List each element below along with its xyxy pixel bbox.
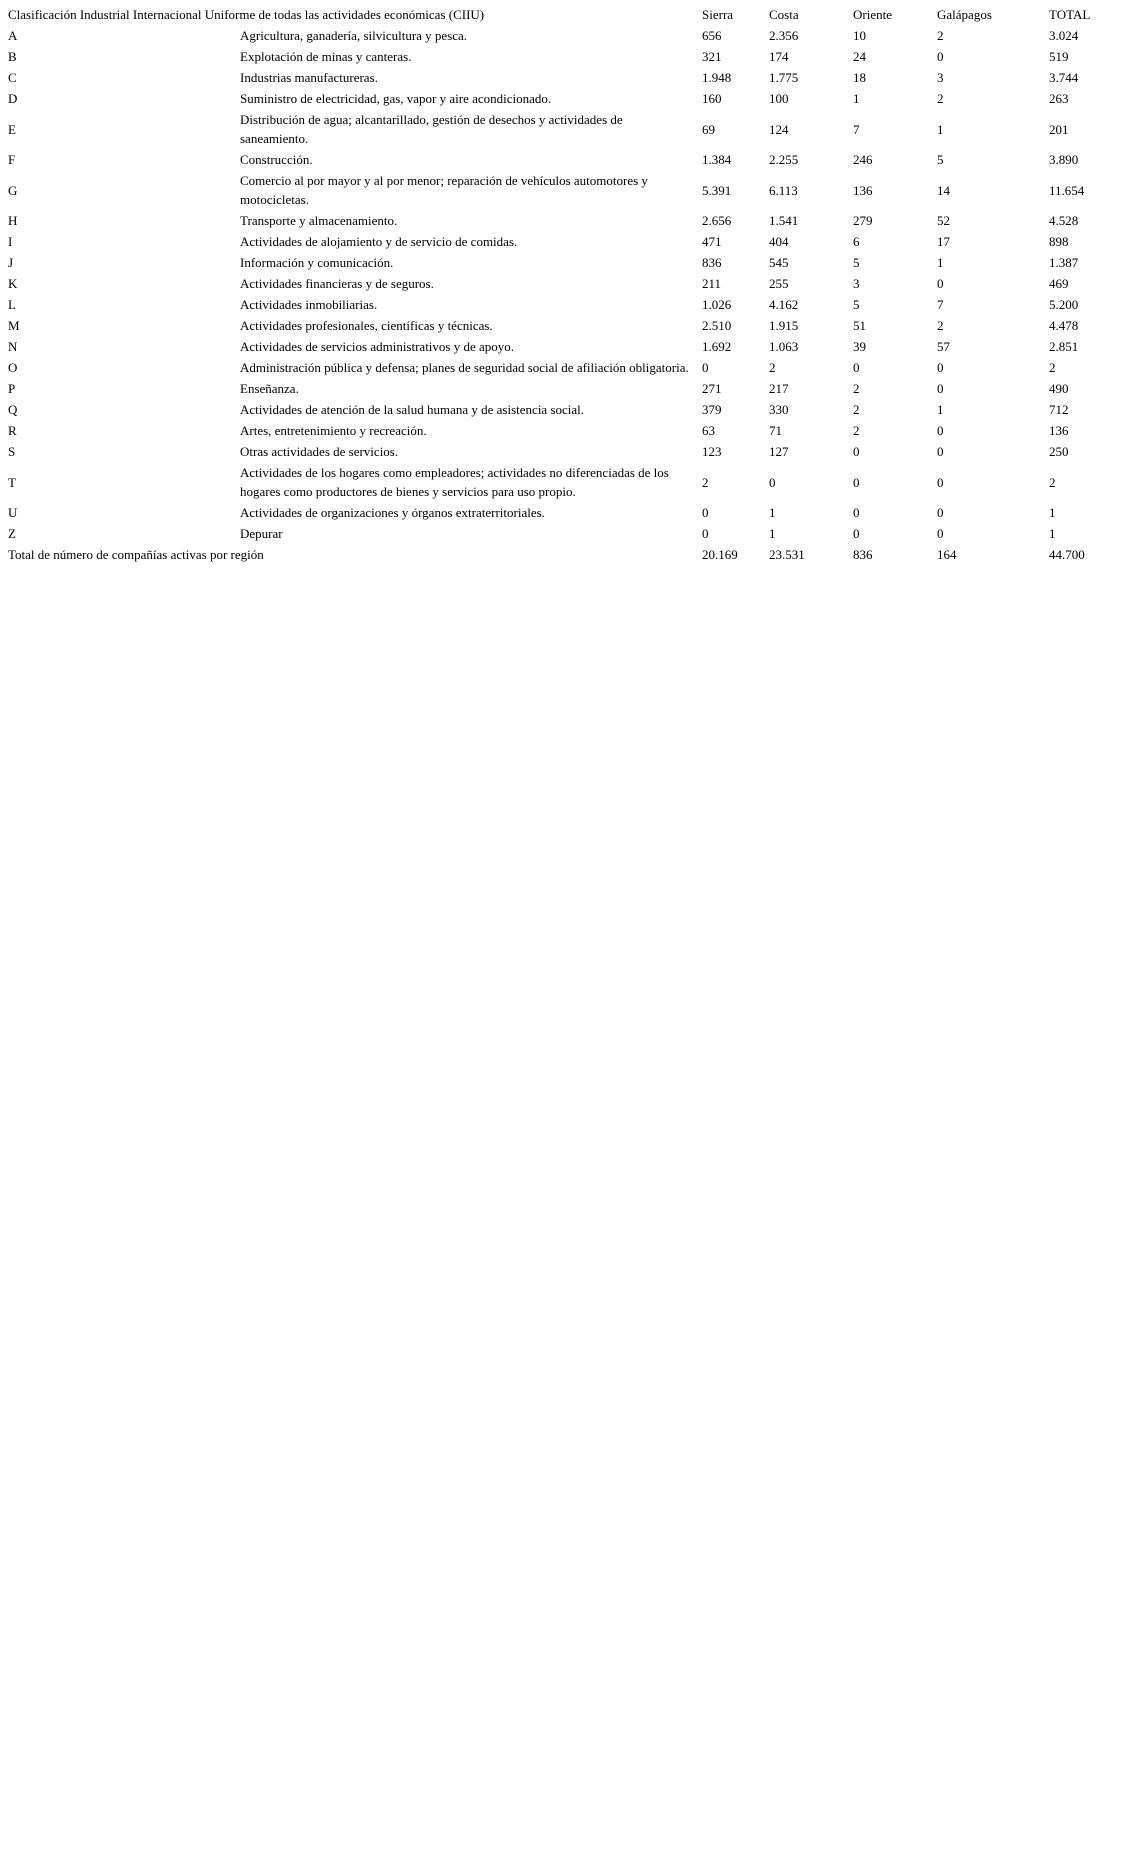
row-oriente: 0 (853, 360, 860, 375)
row-costa: 1.915 (769, 318, 799, 333)
row-code: L (8, 297, 16, 312)
row-description: Actividades inmobiliarias. (240, 297, 378, 312)
table-row (6, 462, 1136, 502)
row-total: 469 (1049, 276, 1069, 291)
row-galapagos: 7 (937, 297, 944, 312)
table-row (6, 149, 1136, 170)
row-oriente: 2 (853, 423, 860, 438)
row-description: Enseñanza. (240, 381, 299, 396)
row-code: D (8, 91, 18, 106)
row-costa: 255 (769, 276, 789, 291)
row-oriente: 3 (853, 276, 860, 291)
row-costa: 545 (769, 255, 789, 270)
row-code: P (8, 381, 16, 396)
row-code: M (8, 318, 20, 333)
row-sierra: 379 (702, 402, 722, 417)
row-code: R (8, 423, 17, 438)
row-costa: 127 (769, 444, 789, 459)
total-costa: 23.531 (769, 547, 805, 562)
row-description: Actividades financieras y de seguros. (240, 276, 434, 291)
row-costa: 4.162 (769, 297, 799, 312)
row-sierra: 0 (702, 360, 709, 375)
row-costa: 404 (769, 234, 789, 249)
row-costa: 71 (769, 423, 783, 438)
row-code: C (8, 70, 17, 85)
row-oriente: 24 (853, 49, 867, 64)
row-galapagos: 2 (937, 28, 944, 43)
row-costa: 1.775 (769, 70, 799, 85)
row-code: B (8, 49, 17, 64)
row-sierra: 5.391 (702, 182, 732, 198)
row-total: 136 (1049, 423, 1069, 438)
row-code: F (8, 152, 16, 167)
row-sierra: 656 (702, 28, 722, 43)
total-oriente: 836 (853, 547, 873, 562)
row-total: 3.024 (1049, 28, 1079, 43)
row-description: Actividades de servicios administrativos y de apoyo. (240, 339, 515, 354)
row-total: 4.528 (1049, 213, 1079, 228)
header-classification: Clasificación Industrial Internacional Uniforme de todas las actividades económicas (CIIU) (8, 7, 485, 22)
row-galapagos: 0 (937, 423, 944, 438)
table-row (6, 46, 1136, 67)
row-galapagos: 0 (937, 444, 944, 459)
row-oriente: 246 (853, 152, 873, 167)
row-total: 2.851 (1049, 339, 1079, 354)
total-galapagos: 164 (937, 547, 957, 562)
row-total: 3.744 (1049, 70, 1079, 85)
row-code: G (8, 182, 18, 198)
row-galapagos: 2 (937, 91, 944, 106)
row-description: Explotación de minas y canteras. (240, 49, 412, 64)
row-galapagos: 14 (937, 182, 951, 198)
row-costa: 1 (769, 505, 776, 520)
table-row (6, 231, 1136, 252)
row-oriente: 5 (853, 297, 860, 312)
table-row (6, 523, 1136, 544)
row-galapagos: 0 (937, 381, 944, 396)
row-code: H (8, 213, 18, 228)
row-description: Distribución de agua; alcantarillado, gestión de desechos y actividades de saneamiento. (240, 112, 623, 146)
row-costa: 330 (769, 402, 789, 417)
table-row (6, 315, 1136, 336)
row-costa: 217 (769, 381, 789, 396)
row-galapagos: 1 (937, 255, 944, 270)
table-row (6, 88, 1136, 109)
row-sierra: 2 (702, 474, 709, 490)
row-description: Comercio al por mayor y al por menor; reparación de vehículos automotores y motocicletas. (240, 173, 648, 207)
row-description: Agricultura, ganadería, silvicultura y pesca. (240, 28, 468, 43)
row-galapagos: 2 (937, 318, 944, 333)
table-row (6, 170, 1136, 210)
row-sierra: 2.656 (702, 213, 732, 228)
row-costa: 100 (769, 91, 789, 106)
table-row (6, 357, 1136, 378)
row-sierra: 160 (702, 91, 722, 106)
row-galapagos: 1 (937, 121, 944, 137)
row-sierra: 321 (702, 49, 722, 64)
row-description: Actividades de alojamiento y de servicio de comidas. (240, 234, 518, 249)
row-oriente: 18 (853, 70, 867, 85)
row-oriente: 2 (853, 381, 860, 396)
row-description: Industrias manufactureras. (240, 70, 378, 85)
table-row (6, 502, 1136, 523)
table-row (6, 25, 1136, 46)
table-total-row (6, 544, 1136, 565)
row-code: J (8, 255, 14, 270)
row-description: Información y comunicación. (240, 255, 394, 270)
row-costa: 124 (769, 121, 789, 137)
row-description: Actividades profesionales, científicas y técnicas. (240, 318, 493, 333)
row-description: Otras actividades de servicios. (240, 444, 399, 459)
row-oriente: 136 (853, 182, 873, 198)
total-sierra: 20.169 (702, 547, 738, 562)
row-total: 898 (1049, 234, 1069, 249)
row-code: I (8, 234, 13, 249)
row-sierra: 0 (702, 526, 709, 541)
row-costa: 2 (769, 360, 776, 375)
table-row (6, 378, 1136, 399)
row-sierra: 63 (702, 423, 716, 438)
row-galapagos: 52 (937, 213, 951, 228)
row-description: Suministro de electricidad, gas, vapor y aire acondicionado. (240, 91, 552, 106)
row-oriente: 51 (853, 318, 867, 333)
table-row (6, 336, 1136, 357)
row-description: Actividades de los hogares como empleadores; actividades no diferenciadas de los hogares como productores de bienes y servicios para uso propio. (240, 465, 669, 499)
row-code: U (8, 505, 18, 520)
row-total: 263 (1049, 91, 1069, 106)
row-costa: 0 (769, 474, 776, 490)
companies-by-region-table (6, 4, 1136, 565)
table-row (6, 399, 1136, 420)
row-total: 490 (1049, 381, 1069, 396)
row-galapagos: 0 (937, 474, 944, 490)
row-code: E (8, 121, 16, 137)
row-galapagos: 0 (937, 526, 944, 541)
row-costa: 1.541 (769, 213, 799, 228)
row-sierra: 211 (702, 276, 722, 291)
row-code: O (8, 360, 18, 375)
row-galapagos: 1 (937, 402, 944, 417)
table-body (6, 25, 1136, 544)
row-total: 1 (1049, 526, 1056, 541)
row-sierra: 1.948 (702, 70, 732, 85)
row-description: Artes, entretenimiento y recreación. (240, 423, 427, 438)
row-code: A (8, 28, 18, 43)
table-row (6, 273, 1136, 294)
row-galapagos: 0 (937, 360, 944, 375)
row-total: 2 (1049, 474, 1056, 490)
row-sierra: 271 (702, 381, 722, 396)
row-galapagos: 57 (937, 339, 951, 354)
row-total: 5.200 (1049, 297, 1079, 312)
row-code: S (8, 444, 16, 459)
row-costa: 174 (769, 49, 789, 64)
row-galapagos: 5 (937, 152, 944, 167)
row-sierra: 1.384 (702, 152, 732, 167)
row-oriente: 0 (853, 444, 860, 459)
row-oriente: 5 (853, 255, 860, 270)
row-sierra: 69 (702, 121, 716, 137)
row-oriente: 2 (853, 402, 860, 417)
row-total: 712 (1049, 402, 1069, 417)
row-costa: 2.255 (769, 152, 799, 167)
row-total: 2 (1049, 360, 1056, 375)
row-costa: 1 (769, 526, 776, 541)
row-oriente: 1 (853, 91, 860, 106)
row-galapagos: 3 (937, 70, 944, 85)
row-description: Actividades de atención de la salud humana y de asistencia social. (240, 402, 585, 417)
row-description: Administración pública y defensa; planes de seguridad social de afiliación obligatoria. (240, 360, 689, 375)
total-total: 44.700 (1049, 547, 1085, 562)
row-total: 1 (1049, 505, 1056, 520)
row-description: Actividades de organizaciones y órganos extraterritoriales. (240, 505, 545, 520)
row-oriente: 279 (853, 213, 873, 228)
row-galapagos: 17 (937, 234, 951, 249)
table-row (6, 67, 1136, 88)
row-code: N (8, 339, 18, 354)
total-row-label: Total de número de compañías activas por región (8, 547, 264, 562)
header-oriente: Oriente (853, 7, 892, 22)
header-total: TOTAL (1049, 7, 1091, 22)
header-sierra: Sierra (702, 7, 734, 22)
row-description: Depurar (240, 526, 283, 541)
row-sierra: 836 (702, 255, 722, 270)
row-total: 11.654 (1049, 182, 1085, 198)
row-oriente: 10 (853, 28, 867, 43)
table-row (6, 294, 1136, 315)
row-total: 201 (1049, 121, 1069, 137)
row-oriente: 0 (853, 505, 860, 520)
row-oriente: 0 (853, 474, 860, 490)
table-row (6, 210, 1136, 231)
row-costa: 2.356 (769, 28, 799, 43)
table-row (6, 109, 1136, 149)
row-sierra: 1.026 (702, 297, 732, 312)
row-oriente: 0 (853, 526, 860, 541)
row-sierra: 471 (702, 234, 722, 249)
row-code: K (8, 276, 18, 291)
row-total: 250 (1049, 444, 1069, 459)
row-sierra: 123 (702, 444, 722, 459)
row-code: Z (8, 526, 16, 541)
table-row (6, 252, 1136, 273)
row-galapagos: 0 (937, 49, 944, 64)
row-description: Construcción. (240, 152, 313, 167)
header-galapagos: Galápagos (937, 7, 992, 22)
row-galapagos: 0 (937, 505, 944, 520)
table-row (6, 420, 1136, 441)
row-sierra: 0 (702, 505, 709, 520)
row-total: 3.890 (1049, 152, 1079, 167)
row-galapagos: 0 (937, 276, 944, 291)
row-code: Q (8, 402, 18, 417)
row-total: 1.387 (1049, 255, 1079, 270)
row-code: T (8, 474, 16, 490)
header-costa: Costa (769, 7, 799, 22)
row-sierra: 2.510 (702, 318, 732, 333)
row-costa: 1.063 (769, 339, 799, 354)
row-total: 519 (1049, 49, 1069, 64)
table-row (6, 441, 1136, 462)
row-sierra: 1.692 (702, 339, 732, 354)
table-header-row (6, 4, 1136, 25)
row-costa: 6.113 (769, 182, 798, 198)
row-oriente: 7 (853, 121, 860, 137)
row-description: Transporte y almacenamiento. (240, 213, 398, 228)
row-total: 4.478 (1049, 318, 1079, 333)
row-oriente: 6 (853, 234, 860, 249)
row-oriente: 39 (853, 339, 867, 354)
